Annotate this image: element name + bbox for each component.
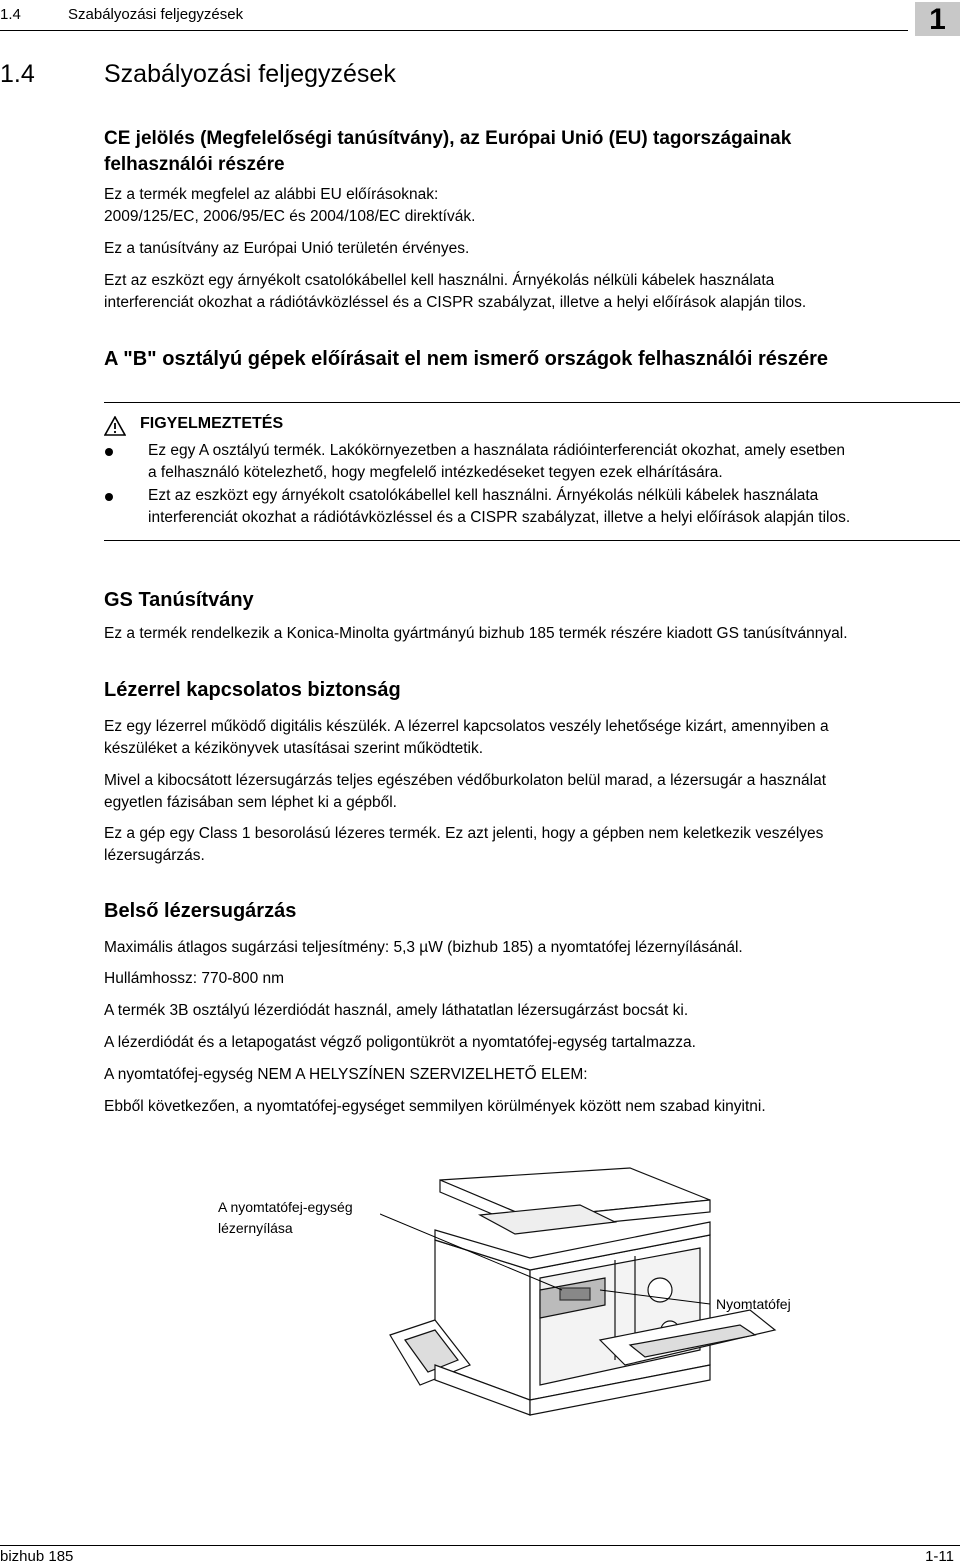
section-heading xyxy=(0,60,396,89)
section-heading-title: Szabályozási feljegyzések xyxy=(104,60,396,88)
laser-paragraph-2-line2: egyetlen fázisában sem léphet ki a gépből. xyxy=(104,794,397,811)
warning-bullet-2-line2: interferenciát okozhat a rádiótávközléssel és a CISPR szabályzat, illetve a helyi előírások alapján tilos. xyxy=(148,509,851,526)
laser-paragraph-1-line1: Ez egy lézerrel működő digitális készülék. A lézerrel kapcsolatos veszély lehetősége kizárt, amennyiben a xyxy=(104,718,829,735)
callout-print-head: Nyomtatófej xyxy=(716,1296,791,1312)
callout-laser-aperture-line1: A nyomtatófej-egység xyxy=(218,1199,353,1215)
internal-paragraph-3: A termék 3B osztályú lézerdiódát használ, amely láthatatlan lézersugárzást bocsát ki. xyxy=(104,1002,689,1019)
chapter-tab: 1 xyxy=(915,2,960,36)
internal-heading: Belső lézersugárzás xyxy=(104,900,297,922)
footer-rule xyxy=(0,1545,960,1546)
ce-heading-line2: felhasználói részére xyxy=(104,154,285,175)
ce-paragraph-1-line1: Ez a termék megfelel az alábbi EU előírásoknak: xyxy=(104,186,439,203)
header-rule xyxy=(0,30,908,31)
warning-title: FIGYELMEZTETÉS xyxy=(140,415,284,432)
warning-bullet-2-line1: Ezt az eszközt egy árnyékolt csatolókábellel kell használni. Árnyékolás nélküli kábelek használata xyxy=(148,487,819,504)
callout-leader-lines xyxy=(380,1200,720,1310)
warning-triangle-icon xyxy=(104,416,126,436)
gs-paragraph: Ez a termék rendelkezik a Konica-Minolta gyártmányú bizhub 185 termék részére kiadott GS tanúsítvánnyal. xyxy=(104,625,848,642)
warning-bottom-rule xyxy=(104,540,960,541)
warning-bullet-1-line1: Ez egy A osztályú termék. Lakókörnyezetben a használata rádióinterferenciát okozhat, amely esetben xyxy=(148,442,846,459)
laser-paragraph-3-line2: lézersugárzás. xyxy=(104,847,205,864)
running-header-number: 1.4 xyxy=(0,6,21,23)
running-header-title: Szabályozási feljegyzések xyxy=(68,6,244,23)
internal-paragraph-2: Hullámhossz: 770-800 nm xyxy=(104,970,285,987)
ce-paragraph-3-line2: interferenciát okozhat a rádiótávközléssel és a CISPR szabályzat, illetve a helyi előírások alapján tilos. xyxy=(104,294,807,311)
internal-paragraph-1: Maximális átlagos sugárzási teljesítmény: 5,3 µW (bizhub 185) a nyomtatófej lézernyílásánál. xyxy=(104,939,743,956)
section-heading-number: 1.4 xyxy=(0,60,35,88)
classb-heading: A "B" osztályú gépek előírásait el nem ismerő országok felhasználói részére xyxy=(104,348,829,370)
internal-paragraph-6: Ebből következően, a nyomtatófej-egységet semmilyen körülmények között nem szabad kinyitni. xyxy=(104,1098,766,1115)
gs-heading: GS Tanúsítvány xyxy=(104,589,254,611)
footer-page-number: 1-11 xyxy=(925,1548,954,1565)
laser-paragraph-3-line1: Ez a gép egy Class 1 besorolású lézeres termék. Ez azt jelenti, hogy a gépben nem keletkezik veszélyes xyxy=(104,825,824,842)
warning-top-rule xyxy=(104,402,960,403)
bullet-dot xyxy=(105,448,113,456)
laser-heading: Lézerrel kapcsolatos biztonság xyxy=(104,679,401,701)
ce-paragraph-3-line1: Ezt az eszközt egy árnyékolt csatolókábellel kell használni. Árnyékolás nélküli kábelek használata xyxy=(104,272,775,289)
warning-bullet-1-line2: a felhasználó kötelezhető, hogy megfelelő intézkedéseket tegyen ezek elhárítására. xyxy=(148,464,723,481)
callout-laser-aperture-line2: lézernyílása xyxy=(218,1220,293,1236)
laser-paragraph-1-line2: készüléket a kézikönyvek utasításai szerint működtetik. xyxy=(104,740,484,757)
bullet-dot xyxy=(105,493,113,501)
footer-product: bizhub 185 xyxy=(0,1548,74,1565)
callout-laser-aperture xyxy=(218,1197,353,1239)
internal-paragraph-4: A lézerdiódát és a letapogatást végző poligontükröt a nyomtatófej-egység tartalmazza. xyxy=(104,1034,696,1051)
ce-paragraph-2: Ez a tanúsítvány az Európai Unió területén érvényes. xyxy=(104,240,470,257)
laser-paragraph-2-line1: Mivel a kibocsátott lézersugárzás teljes egészében védőburkolaton belül marad, a lézersugár a használat xyxy=(104,772,827,789)
ce-paragraph-1-line2: 2009/125/EC, 2006/95/EC és 2004/108/EC direktívák. xyxy=(104,208,476,225)
internal-paragraph-5: A nyomtatófej-egység NEM A HELYSZÍNEN SZERVIZELHETŐ ELEM: xyxy=(104,1066,588,1083)
ce-heading-line1: CE jelölés (Megfelelőségi tanúsítvány), az Európai Unió (EU) tagországainak xyxy=(104,128,792,149)
